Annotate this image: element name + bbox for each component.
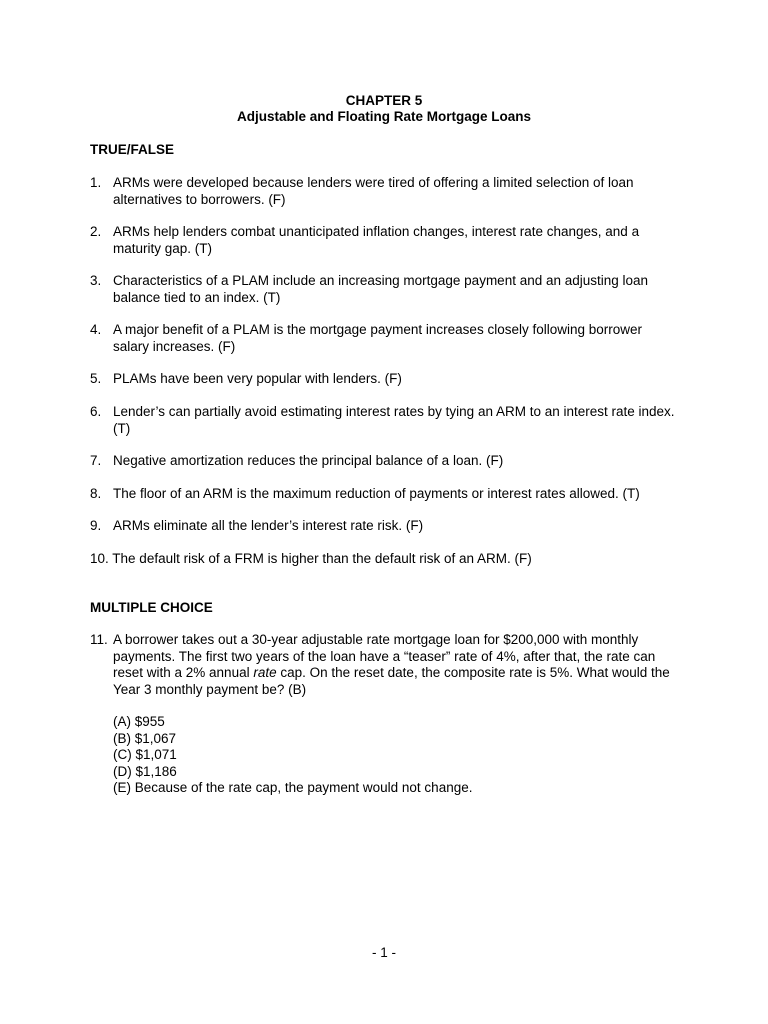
question-text: Lender’s can partially avoid estimating interest rates by tying an ARM to an interest rate index. (T) (113, 404, 675, 436)
question-text: Negative amortization reduces the principal balance of a loan. (F) (113, 453, 504, 468)
question-text-before: A borrower takes out a 30-year adjustable rate mortgage loan for $200,000 with monthly payments. The first two years of the loan have a “teaser” rate of 4%, after that, the rate can reset with a 2% annual (113, 632, 656, 680)
question-number: 3. (90, 273, 102, 288)
choice-e: (E) Because of the rate cap, the payment would not change. (113, 780, 473, 795)
question-3 (90, 273, 680, 306)
question-text: Characteristics of a PLAM include an increasing mortgage payment and an adjusting loan balance tied to an index. (T) (113, 273, 649, 305)
true-false-heading: TRUE/FALSE (90, 142, 175, 157)
question-text: The floor of an ARM is the maximum reduction of payments or interest rates allowed. (T) (113, 486, 640, 501)
question-1 (90, 175, 680, 208)
multiple-choice-heading: MULTIPLE CHOICE (90, 600, 213, 615)
choice-a: (A) $955 (113, 714, 165, 729)
question-body: The default risk of a FRM is higher than the default risk of an ARM. (F) (112, 551, 532, 566)
choice-b: (B) $1,067 (113, 730, 177, 746)
question-7 (90, 453, 680, 470)
question-8 (90, 486, 680, 503)
question-text (90, 551, 680, 568)
question-number: 2. (90, 224, 102, 239)
question-text-after: cap. On the reset date, the composite rate is 5%. What would the Year 3 monthly payment be? (B) (113, 665, 670, 697)
question-text: A major benefit of a PLAM is the mortgage payment increases closely following borrower salary increases. (F) (113, 322, 643, 354)
page-number: - 1 - (371, 945, 396, 960)
question-5 (90, 371, 680, 388)
choice-c: (C) $1,071 (113, 747, 177, 762)
question-number: 11. (90, 632, 108, 647)
choice-d: (D) $1,186 (113, 763, 177, 779)
question-number: 9. (90, 518, 102, 533)
question-text (113, 632, 680, 698)
question-number: 7. (90, 453, 102, 468)
question-9 (90, 518, 680, 535)
question-number: 4. (90, 322, 102, 337)
question-number: 8. (90, 486, 102, 501)
question-text: ARMs were developed because lenders were tired of offering a limited selection of loan alternatives to borrowers. (F) (113, 175, 634, 207)
question-text-italic: rate (253, 665, 277, 680)
chapter-title: Adjustable and Floating Rate Mortgage Loans (236, 109, 532, 124)
question-10 (90, 551, 680, 568)
question-number: 5. (90, 371, 102, 386)
question-number: 10. (90, 551, 109, 566)
question-6 (90, 404, 680, 437)
question-2 (90, 224, 680, 257)
question-text: ARMs help lenders combat unanticipated inflation changes, interest rate changes, and a maturity gap. (T) (113, 224, 640, 256)
question-text: ARMs eliminate all the lender’s interest rate risk. (F) (113, 518, 424, 533)
question-4 (90, 322, 680, 355)
question-number: 6. (90, 404, 102, 419)
question-11 (90, 632, 680, 698)
answer-choices (113, 714, 472, 797)
chapter-label: CHAPTER 5 (345, 93, 423, 108)
question-number: 1. (90, 175, 102, 190)
question-text: PLAMs have been very popular with lenders. (F) (113, 371, 402, 386)
